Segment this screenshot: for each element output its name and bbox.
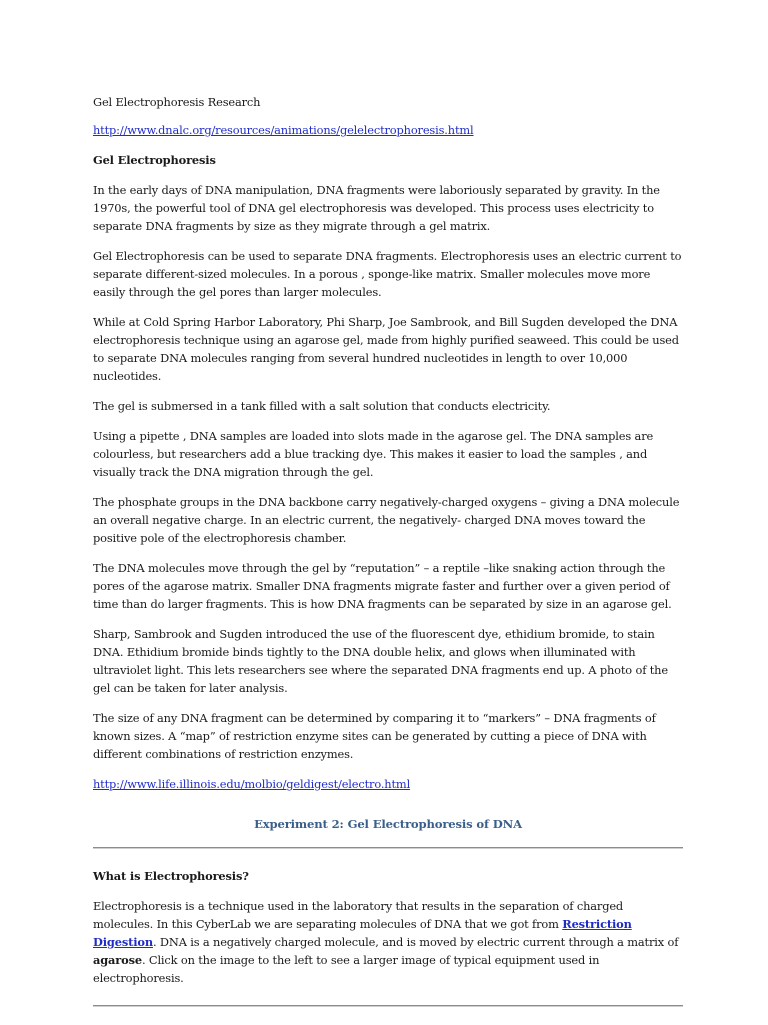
divider-bottom	[93, 1005, 683, 1007]
divider-top	[93, 847, 683, 849]
experiment-title: Experiment 2: Gel Electrophoresis of DNA	[254, 817, 522, 831]
document-title: Gel Electrophoresis Research	[93, 95, 261, 109]
paragraph-pipette: Using a pipette , DNA samples are loaded into slots made in the agarose gel. The DNA samples are colourless, but researchers add a blue tracking dye. This makes it easier to load the samples , and visually track the DNA migration through the gel.	[93, 429, 654, 479]
restriction-digestion-link[interactable]: Restriction Digestion	[93, 917, 632, 949]
experiment-paragraph	[93, 897, 683, 987]
document-page	[93, 93, 683, 1025]
experiment-text-part-3: . Click on the image to the left to see a larger image of typical equipment used in electrophoresis.	[93, 953, 600, 985]
paragraph-reptation: The DNA molecules move through the gel by “reputation” – a reptile –like snaking action through the pores of the agarose matrix. Smaller DNA fragments migrate faster and further over a given period of time than do larger fragments. This is how DNA fragments can be separated by size in an agarose gel.	[93, 561, 672, 611]
experiment-question: What is Electrophoresis?	[93, 869, 249, 883]
paragraph-markers: The size of any DNA fragment can be determined by comparing it to “markers” – DNA fragments of known sizes. A “map” of restriction enzyme sites can be generated by cutting a piece of DNA with different combinations of restriction enzymes.	[93, 711, 656, 761]
paragraph-cold-spring-harbor: While at Cold Spring Harbor Laboratory, Phi Sharp, Joe Sambrook, and Bill Sugden developed the DNA electrophoresis technique using an agarose gel, made from highly purified seaweed. This could be used to separate DNA molecules ranging from several hundred nucleotides in length to over 10,000 nucleotides.	[93, 315, 679, 383]
section-heading: Gel Electrophoresis	[93, 153, 216, 167]
paragraph-definition: Gel Electrophoresis can be used to separate DNA fragments. Electrophoresis uses an electric current to separate different-sized molecules. In a porous , sponge-like matrix. Smaller molecules move more easily through the gel pores than larger molecules.	[93, 249, 682, 299]
paragraph-ethidium-bromide: Sharp, Sambrook and Sugden introduced the use of the fluorescent dye, ethidium bromide, to stain DNA. Ethidium bromide binds tightly to the DNA double helix, and glows when illuminated with ultraviolet light. This lets researchers see where the separated DNA fragments end up. A photo of the gel can be taken for later analysis.	[93, 627, 668, 695]
paragraph-history: In the early days of DNA manipulation, DNA fragments were laboriously separated by gravity. In the 1970s, the powerful tool of DNA gel electrophoresis was developed. This process uses electricity to separate DNA fragments by size as they migrate through a gel matrix.	[93, 183, 660, 233]
dnalc-animation-link[interactable]: http://www.dnalc.org/resources/animations/gelelectrophoresis.html	[93, 123, 474, 137]
paragraph-gel-tank: The gel is submersed in a tank filled with a salt solution that conducts electricity.	[93, 399, 551, 413]
experiment-text-part-2: . DNA is a negatively charged molecule, and is moved by electric current through a matrix of	[152, 935, 679, 949]
agarose-term: agarose	[93, 953, 142, 967]
illinois-geldigest-link[interactable]: http://www.life.illinois.edu/molbio/geldigest/electro.html	[93, 777, 411, 791]
experiment-text-part-1: Electrophoresis is a technique used in the laboratory that results in the separation of charged molecules. In this CyberLab we are separating molecules of DNA that we got from	[93, 899, 624, 931]
paragraph-phosphate: The phosphate groups in the DNA backbone carry negatively-charged oxygens – giving a DNA molecule an overall negative charge. In an electric current, the negatively- charged DNA moves toward the positive pole of the electrophoresis chamber.	[93, 495, 680, 545]
